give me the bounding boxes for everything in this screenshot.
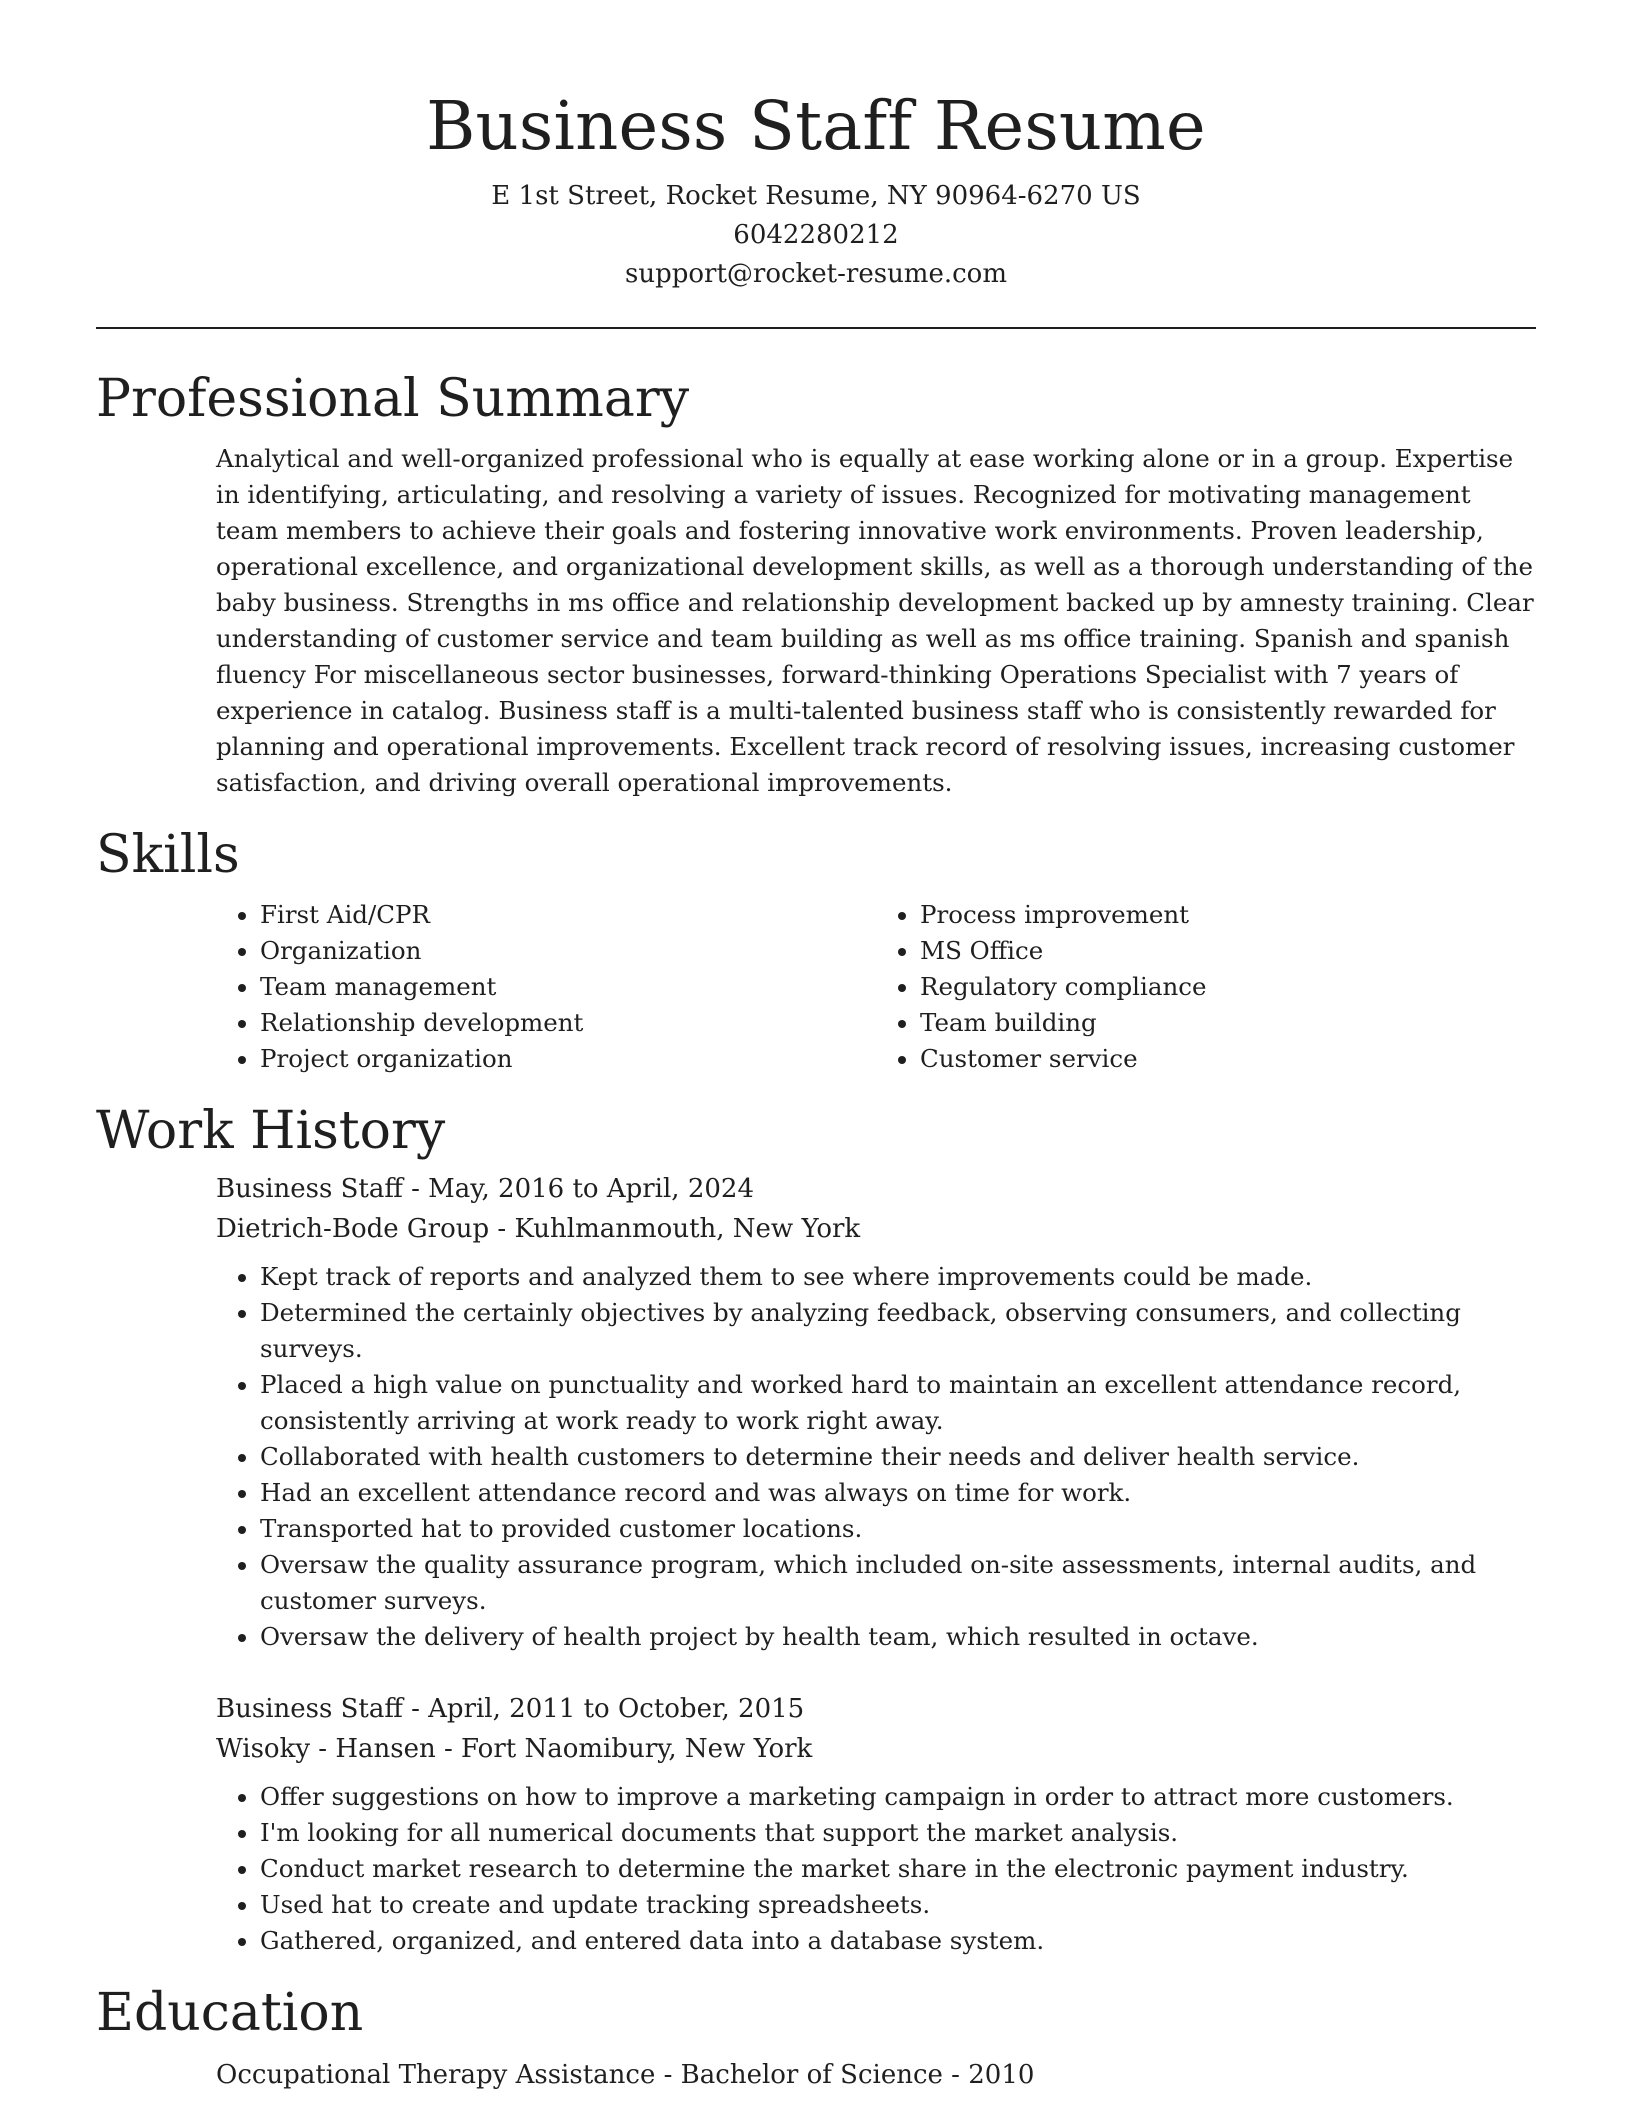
skill-item: • Team management [260,969,876,1005]
skill-item: • Regulatory compliance [920,969,1536,1005]
job-bullet: • Placed a high value on punctuality and worked hard to maintain an excellent attendance record, consistently arriving at work ready to work right away. [260,1367,1536,1439]
skill-item: • Project organization [260,1041,876,1077]
job-bullet: • I'm looking for all numerical documents that support the market analysis. [260,1815,1536,1851]
job-location: - Fort Naomibury, New York [435,1734,813,1764]
job-bullet: • Conduct market research to determine the market share in the electronic payment industry. [260,1851,1536,1887]
skill-item: • Team building [920,1005,1536,1041]
education-section [96,1981,1536,2095]
job-bullet: • Had an excellent attendance record and was always on time for work. [260,1475,1536,1511]
job-entry [216,1169,1536,1655]
job-bullet: • Determined the certainly objectives by analyzing feedback, observing consumers, and collecting surveys. [260,1295,1536,1367]
job-title-line [216,1169,1536,1209]
job-dates: - April, 2011 to October, 2015 [402,1694,805,1724]
summary-heading: Professional Summary [96,369,690,429]
skills-grid [216,897,1536,1077]
skills-section [96,823,1536,1077]
work-history-heading: Work History [96,1101,446,1161]
job-company: Dietrich-Bode Group [216,1214,490,1244]
job-bullet: • Oversaw the quality assurance program, which included on-site assessments, internal audits, and customer surveys. [260,1547,1536,1619]
job-bullets [216,1779,1536,1959]
job-company-line [216,1729,1536,1769]
skill-item: • First Aid/CPR [260,897,876,933]
summary-text: Analytical and well-organized professional who is equally at ease working alone or in a group. Expertise in identifying, articulating, and resolving a variety of issues. Recognized for motivating management team members to achieve their goals and fostering innovative work environments. Proven leadership, operational excellence, and organizational development skills, as well as a thorough understanding of the baby business. Strengths in ms office and relationship development backed up by amnesty training. Clear understanding of customer service and team building as well as ms office training. Spanish and spanish fluency For miscellaneous sector businesses, forward-thinking Operations Specialist with 7 years of experience in catalog. Business staff is a multi-talented business staff who is consistently rewarded for planning and operational improvements. Excellent track record of resolving issues, increasing customer satisfaction, and driving overall operational improvements. [216,444,1534,797]
contact-email: support@rocket-resume.com [624,259,1007,289]
education-entry: Occupational Therapy Assistance - Bachelor of Science - 2010 [216,2060,1035,2090]
job-dates: - May, 2016 to April, 2024 [402,1174,755,1204]
work-history-section [96,1099,1536,1959]
job-entry [216,1689,1536,1959]
job-bullet: • Transported hat to provided customer locations. [260,1511,1536,1547]
job-bullet: • Oversaw the delivery of health project by health team, which resulted in octave. [260,1619,1536,1655]
resume-header [96,0,1536,294]
job-bullet: • Gathered, organized, and entered data into a database system. [260,1923,1536,1959]
job-bullet: • Collaborated with health customers to determine their needs and deliver health service. [260,1439,1536,1475]
job-position: Business Staff [216,1694,403,1724]
skill-item: • Organization [260,933,876,969]
contact-address: E 1st Street, Rocket Resume, NY 90964-6270 US [491,181,1141,211]
job-position: Business Staff [216,1174,403,1204]
skill-item: • MS Office [920,933,1536,969]
resume-page [96,0,1536,2095]
job-bullet: • Used hat to create and update tracking spreadsheets. [260,1887,1536,1923]
skill-item: • Process improvement [920,897,1536,933]
contact-info [96,177,1536,294]
job-bullet: • Offer suggestions on how to improve a marketing campaign in order to attract more customers. [260,1779,1536,1815]
job-company-line [216,1209,1536,1249]
job-title-line [216,1689,1536,1729]
job-bullets [216,1259,1536,1655]
summary-section [96,367,1536,801]
job-company: Wisoky - Hansen [216,1734,436,1764]
header-divider [96,327,1536,329]
skills-heading: Skills [96,825,240,885]
job-location: - Kuhlmanmouth, New York [489,1214,861,1244]
skill-item: • Customer service [920,1041,1536,1077]
education-heading: Education [96,1983,364,2043]
skills-column-left [216,897,876,1077]
job-bullet: • Kept track of reports and analyzed them to see where improvements could be made. [260,1259,1536,1295]
resume-title: Business Staff Resume [426,87,1206,165]
skills-column-right [876,897,1536,1077]
skill-item: • Relationship development [260,1005,876,1041]
contact-phone: 6042280212 [733,220,899,250]
